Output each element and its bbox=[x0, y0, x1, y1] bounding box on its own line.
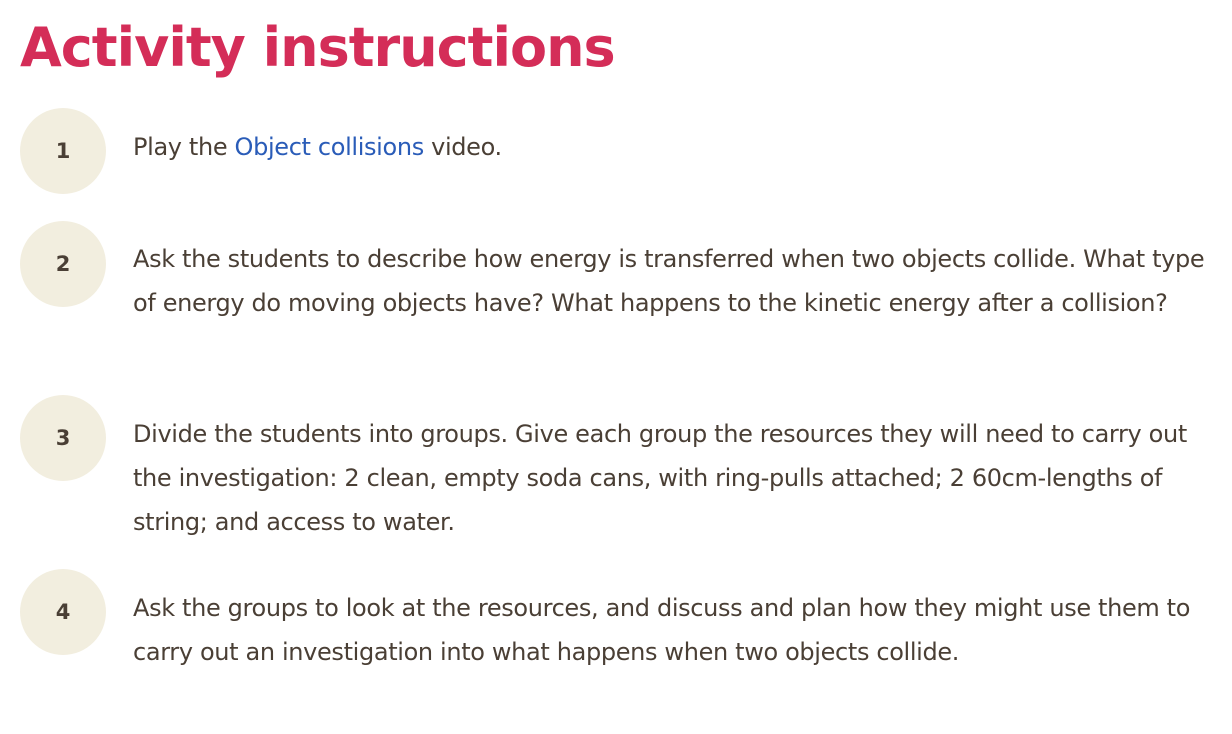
step-number: 4 bbox=[55, 600, 71, 624]
step-text bbox=[133, 125, 1213, 169]
step-text-after-link: video. bbox=[423, 133, 502, 161]
step-text-before-link: Play the bbox=[133, 133, 235, 161]
step-number-circle bbox=[20, 395, 106, 481]
object-collisions-video-link[interactable]: Object collisions bbox=[234, 133, 424, 161]
step-number: 2 bbox=[55, 252, 71, 276]
step-number: 1 bbox=[55, 139, 71, 163]
step-number-circle bbox=[20, 108, 106, 194]
step-number: 3 bbox=[55, 426, 71, 450]
step-text: Divide the students into groups. Give each group the resources they will need to carry out the investigation: 2 clean, empty soda cans, with ring-pulls attached; 2 60cm-lengths of string; and access to water. bbox=[133, 420, 1187, 536]
step-number-circle bbox=[20, 569, 106, 655]
page-title: Activity instructions bbox=[20, 16, 615, 79]
step-text: Ask the students to describe how energy is transferred when two objects collide. What type of energy do moving objects have? What happens to the kinetic energy after a collision? bbox=[133, 245, 1205, 317]
step-text: Ask the groups to look at the resources, and discuss and plan how they might use them to carry out an investigation into what happens when two objects collide. bbox=[133, 594, 1191, 666]
step-number-circle bbox=[20, 221, 106, 307]
